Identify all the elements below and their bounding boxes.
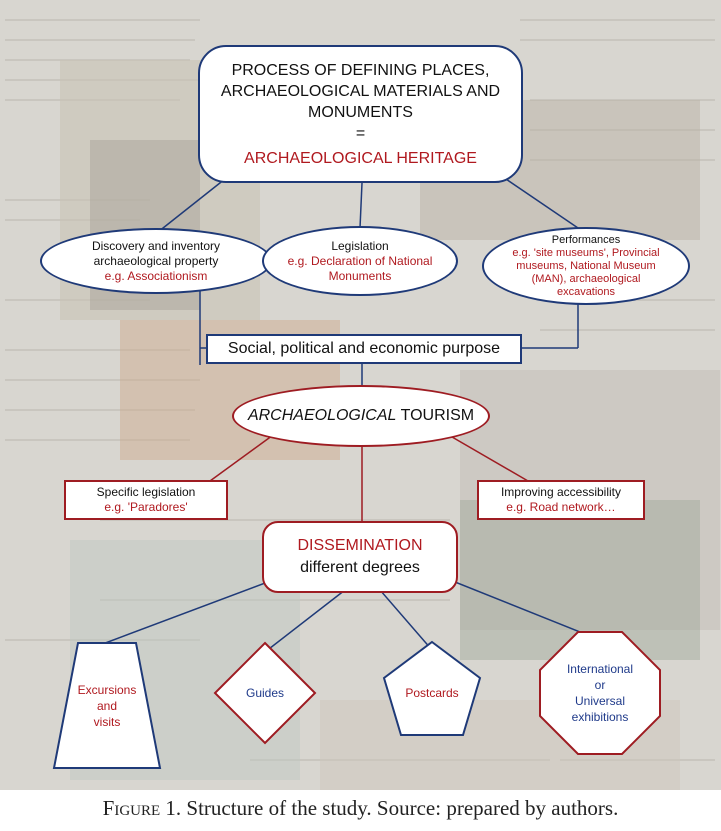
legislation-example-1: e.g. Declaration of National [287,253,433,268]
performances-example-4: excavations [556,285,616,298]
performances-example-1: e.g. 'site museums', Provincial [512,246,660,259]
discovery-example: e.g. Associationism [104,268,208,283]
caption-label: Figure 1. [102,796,182,820]
accessibility-example: e.g. Road network… [506,500,616,514]
purpose-box [206,334,522,364]
accessibility-line-1: Improving accessibility [500,485,622,499]
performances-example-2: museums, National Museum [516,259,656,272]
main-line-1: PROCESS OF DEFINING PLACES, [231,61,490,79]
performances-example-3: (MAN), archaeological [531,272,641,285]
main-line-2: ARCHAEOLOGICAL MATERIALS AND [220,82,501,100]
dissemination-subtitle: different degrees [300,559,420,576]
main-line-3: MONUMENTS [308,103,413,121]
performances-ellipse [482,227,690,305]
tourism-italic: ARCHAEOLOGICAL [247,407,397,424]
accessibility-box [477,480,645,520]
postcards-label: Postcards [405,686,459,700]
discovery-line-2: archaeological property [93,253,219,268]
figure-caption [0,796,721,821]
dissemination-box [262,521,458,593]
specific-legislation-line-1: Specific legislation [96,485,196,499]
main-equals: = [355,124,366,142]
guides-label: Guides [245,686,285,700]
tourism-ellipse [232,385,490,447]
excursions-line-3: visits [93,715,121,729]
specific-legislation-example: e.g. 'Paradores' [104,500,188,514]
excursions-line-2: and [96,699,118,713]
dissemination-title: DISSEMINATION [297,537,423,554]
exhibitions-line-4: exhibitions [571,710,629,724]
excursions-label [60,650,154,762]
purpose-label: Social, political and economic purpose [227,340,501,357]
legislation-example-2: Monuments [328,268,392,283]
main-process-box [198,45,523,183]
exhibitions-line-2: or [594,678,606,692]
tourism-label [248,407,474,425]
exhibitions-line-1: International [566,662,634,676]
performances-line-1: Performances [551,233,621,246]
legislation-ellipse [262,226,458,296]
specific-legislation-box [64,480,228,520]
excursions-line-1: Excursions [77,683,137,697]
legislation-line-1: Legislation [331,238,389,253]
discovery-ellipse [40,228,272,294]
exhibitions-line-3: Universal [574,694,625,708]
tourism-rest: TOURISM [396,407,475,424]
caption-text: Structure of the study. Source: prepared by authors. [181,796,619,820]
discovery-line-1: Discovery and inventory [91,238,221,253]
exhibitions-label [545,655,655,731]
archaeological-heritage-label: ARCHAEOLOGICAL HERITAGE [244,149,477,167]
